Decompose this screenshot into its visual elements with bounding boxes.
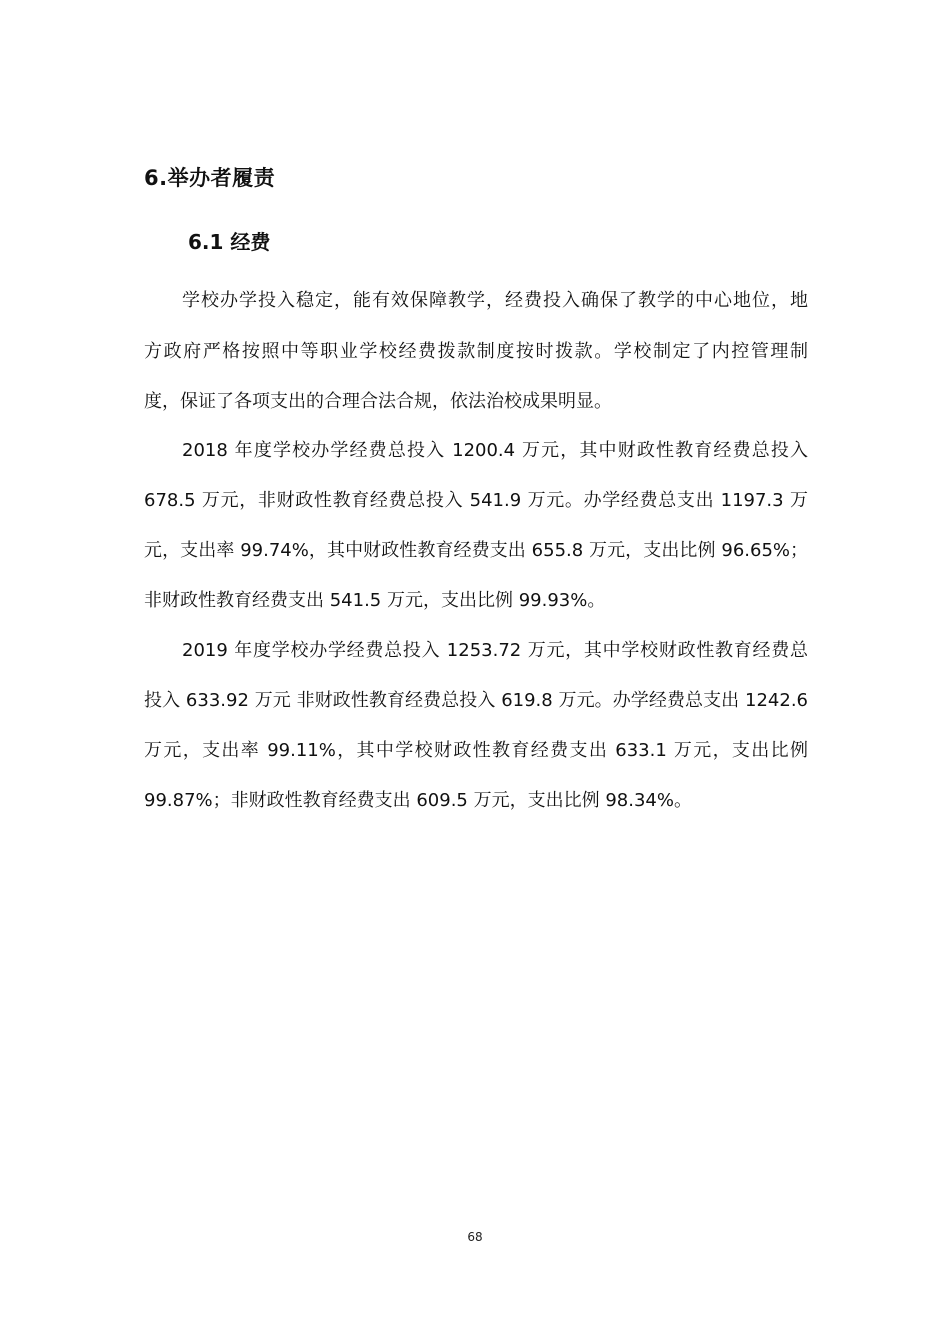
paragraph-line: 万元，支出率 99.11%，其中学校财政性教育经费支出 633.1 万元，支出比例	[144, 740, 808, 761]
paragraph-line: 678.5 万元，非财政性教育经费总投入 541.9 万元。办学经费总支出 1197.3 万	[144, 490, 808, 511]
section-heading: 6.举办者履责	[144, 166, 276, 190]
paragraph-line: 方政府严格按照中等职业学校经费拨款制度按时拨款。学校制定了内控管理制	[144, 341, 808, 362]
paragraph-line: 非财政性教育经费支出 541.5 万元，支出比例 99.93%。	[144, 590, 606, 611]
paragraph-line: 投入 633.92 万元 非财政性教育经费总投入 619.8 万元。办学经费总支出 1242.6	[144, 690, 808, 711]
paragraph-line: 2018 年度学校办学经费总投入 1200.4 万元，其中财政性教育经费总投入	[182, 440, 808, 461]
paragraph-line: 学校办学投入稳定，能有效保障教学，经费投入确保了教学的中心地位，地	[182, 290, 808, 311]
paragraph-line: 度，保证了各项支出的合理合法合规，依法治校成果明显。	[144, 391, 612, 412]
paragraph-line: 元，支出率 99.74%，其中财政性教育经费支出 655.8 万元，支出比例 96.65%；	[144, 540, 808, 561]
page-number: 68	[467, 1230, 483, 1244]
paragraph-line: 2019 年度学校办学经费总投入 1253.72 万元，其中学校财政性教育经费总	[182, 640, 808, 661]
paragraph-line: 99.87%；非财政性教育经费支出 609.5 万元，支出比例 98.34%。	[144, 790, 692, 811]
subsection-heading: 6.1 经费	[188, 230, 271, 254]
